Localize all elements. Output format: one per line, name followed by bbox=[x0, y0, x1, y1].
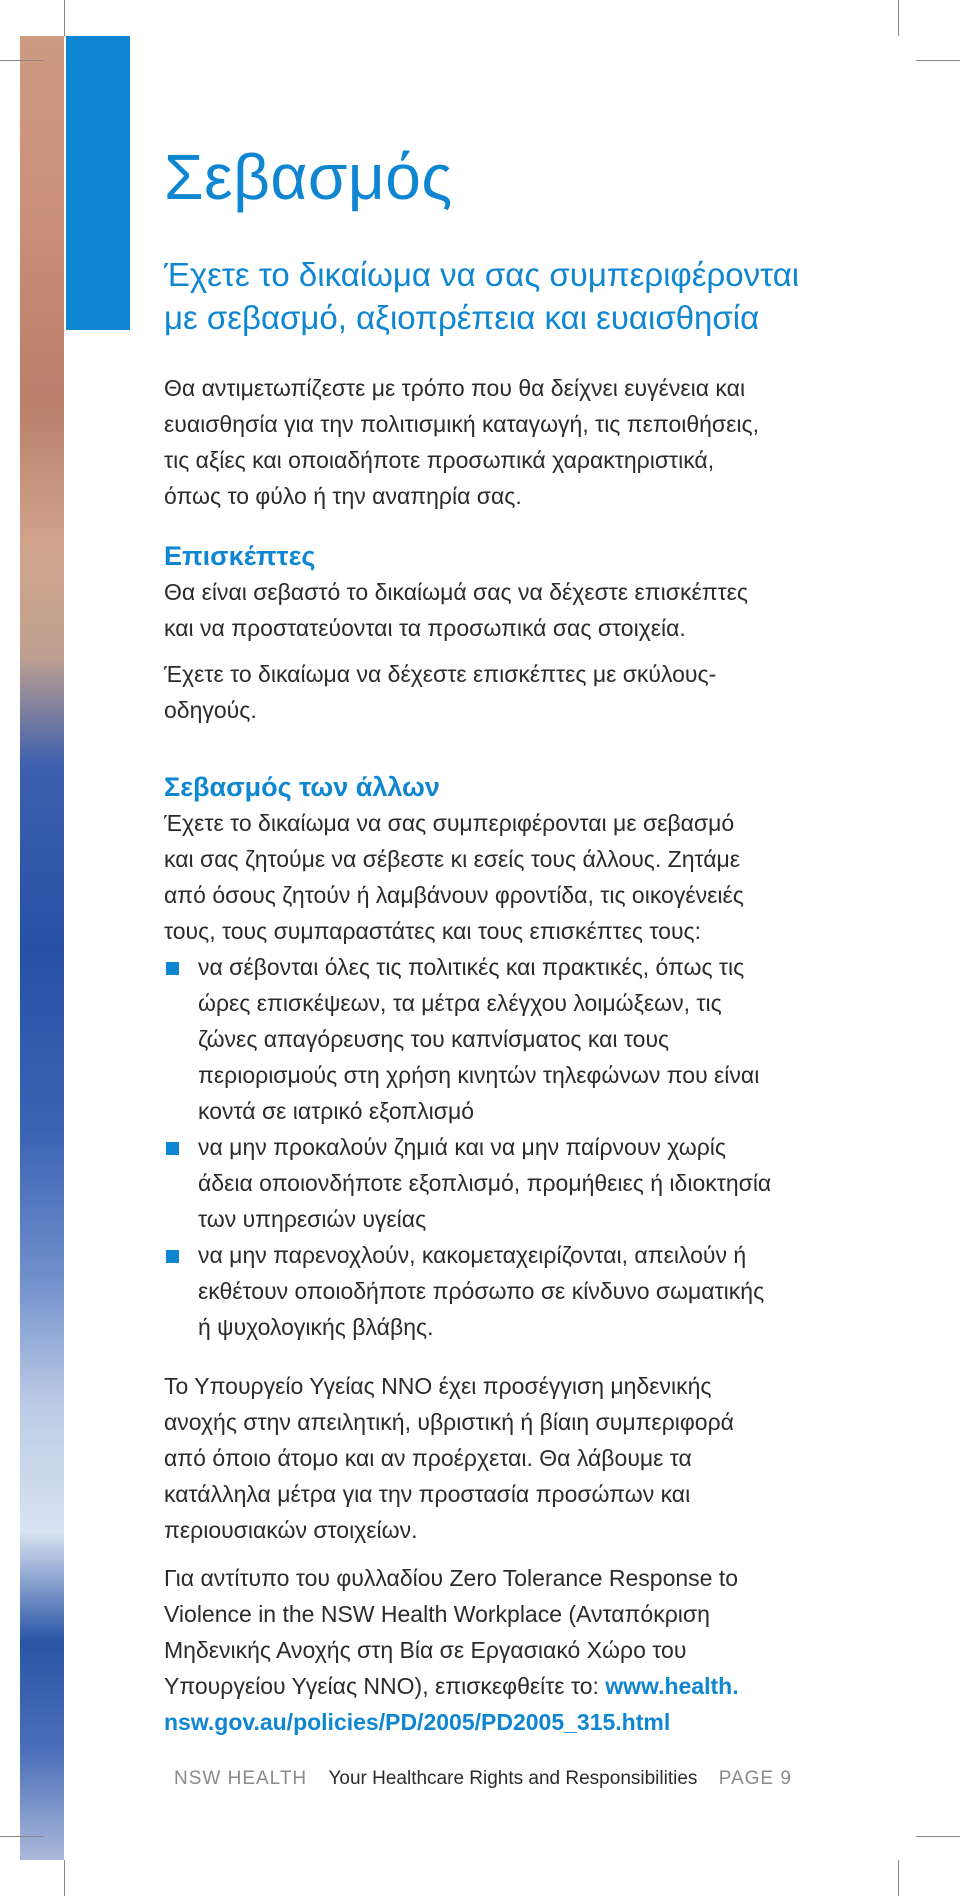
list-item: να σέβονται όλες τις πολιτικές και πρακτικές, όπως τις ώρες επισκέψεων, τα μέτρα ελέγχου λοιμώξεων, τις ζώνες απαγόρευσης του καπνίσματος και τους περιορισμούς στη χρήση κινητών τηλεφώνων που είναι κοντά σε ιατρικό εξοπλισμό bbox=[164, 949, 844, 1129]
intro-paragraph: Θα αντιμετωπίζεστε με τρόπο που θα δείχνει ευγένεια και ευαισθησία για την πολιτισμική καταγωγή, τις πεποιθήσεις, τις αξίες και οποιαδήποτε προσωπικά χαρακτηριστικά, όπως το φύλο ή την αναπηρία σας. bbox=[164, 375, 759, 509]
footer-org: NSW HEALTH bbox=[174, 1768, 308, 1789]
policy-paragraph: Το Υπουργείο Υγείας ΝΝΟ έχει προσέγγιση μηδενικής ανοχής στην απειλητική, υβριστική ή βίαιη συμπεριφορά από όποιο άτομο και αν προέρχεται. Θα λάβουμε τα κατάλληλα μέτρα για την προστασία προσώπων και περιουσιακών στοιχείων. bbox=[164, 1373, 734, 1543]
crop-mark bbox=[64, 1860, 65, 1896]
respect-others-section bbox=[164, 769, 844, 1345]
visitors-paragraph-2: Έχετε το δικαίωμα να δέχεστε επισκέπτες με σκύλους- οδηγούς. bbox=[164, 661, 717, 723]
policy-link[interactable]: www.health. nsw.gov.au/policies/PD/2005/PD2005_315.html bbox=[164, 1673, 739, 1735]
respect-others-heading: Σεβασμός των άλλων bbox=[164, 772, 440, 802]
square-bullet-icon bbox=[166, 1142, 179, 1155]
page-footer bbox=[174, 1768, 792, 1790]
visitors-heading: Επισκέπτες bbox=[164, 541, 316, 571]
square-bullet-icon bbox=[166, 962, 179, 975]
footer-doc-title: Your Healthcare Rights and Responsibilities bbox=[328, 1768, 698, 1789]
list-item: να μην παρενοχλούν, κακομεταχειρίζονται, απειλούν ή εκθέτουν οποιοδήποτε πρόσωπο σε κίνδυνο σωματικής ή ψυχολογικής βλάβης. bbox=[164, 1237, 844, 1345]
crop-mark bbox=[916, 1836, 960, 1837]
respect-others-list bbox=[164, 949, 844, 1345]
accent-bar bbox=[66, 36, 130, 330]
list-item: να μην προκαλούν ζημιά και να μην παίρνουν χωρίς άδεια οποιονδήποτε εξοπλισμό, προμήθειες ή ιδιοκτησία των υπηρεσιών υγείας bbox=[164, 1129, 844, 1237]
visitors-paragraph-1: Θα είναι σεβαστό το δικαίωμά σας να δέχεστε επισκέπτες και να προστατεύονται τα προσωπικά σας στοιχεία. bbox=[164, 579, 748, 641]
crop-mark bbox=[0, 60, 44, 61]
page-title: Σεβασμός bbox=[164, 141, 453, 213]
square-bullet-icon bbox=[166, 1250, 179, 1263]
page-number: PAGE 9 bbox=[718, 1768, 792, 1789]
crop-mark bbox=[916, 60, 960, 61]
page-subtitle: Έχετε το δικαίωμα να σας συμπεριφέρονται με σεβασμό, αξιοπρέπεια και ευαισθησία bbox=[164, 256, 800, 336]
crop-mark bbox=[898, 0, 899, 36]
visitors-section bbox=[164, 538, 844, 728]
crop-mark bbox=[898, 1860, 899, 1896]
copy-paragraph: Για αντίτυπο του φυλλαδίου Zero Tolerance Response to Violence in the NSW Health Workplace (Ανταπόκριση Μηδενικής Ανοχής στη Βία σε Εργασιακό Χώρο του Υπουργείου Υγείας ΝΝΟ), επισκεφθείτε το: www.health. nsw.gov.au/policies/PD/2005/PD2005_315.html bbox=[164, 1565, 739, 1735]
crop-mark bbox=[64, 0, 65, 36]
cover-photo-strip bbox=[20, 36, 64, 1860]
respect-others-intro: Έχετε το δικαίωμα να σας συμπεριφέρονται με σεβασμό και σας ζητούμε να σέβεστε κι εσείς τους άλλους. Ζητάμε από όσους ζητούν ή λαμβάνουν φροντίδα, τις οικογένειές τους, τους συμπαραστάτες και τους επισκέπτες τους: bbox=[164, 810, 744, 944]
crop-mark bbox=[0, 1836, 44, 1837]
